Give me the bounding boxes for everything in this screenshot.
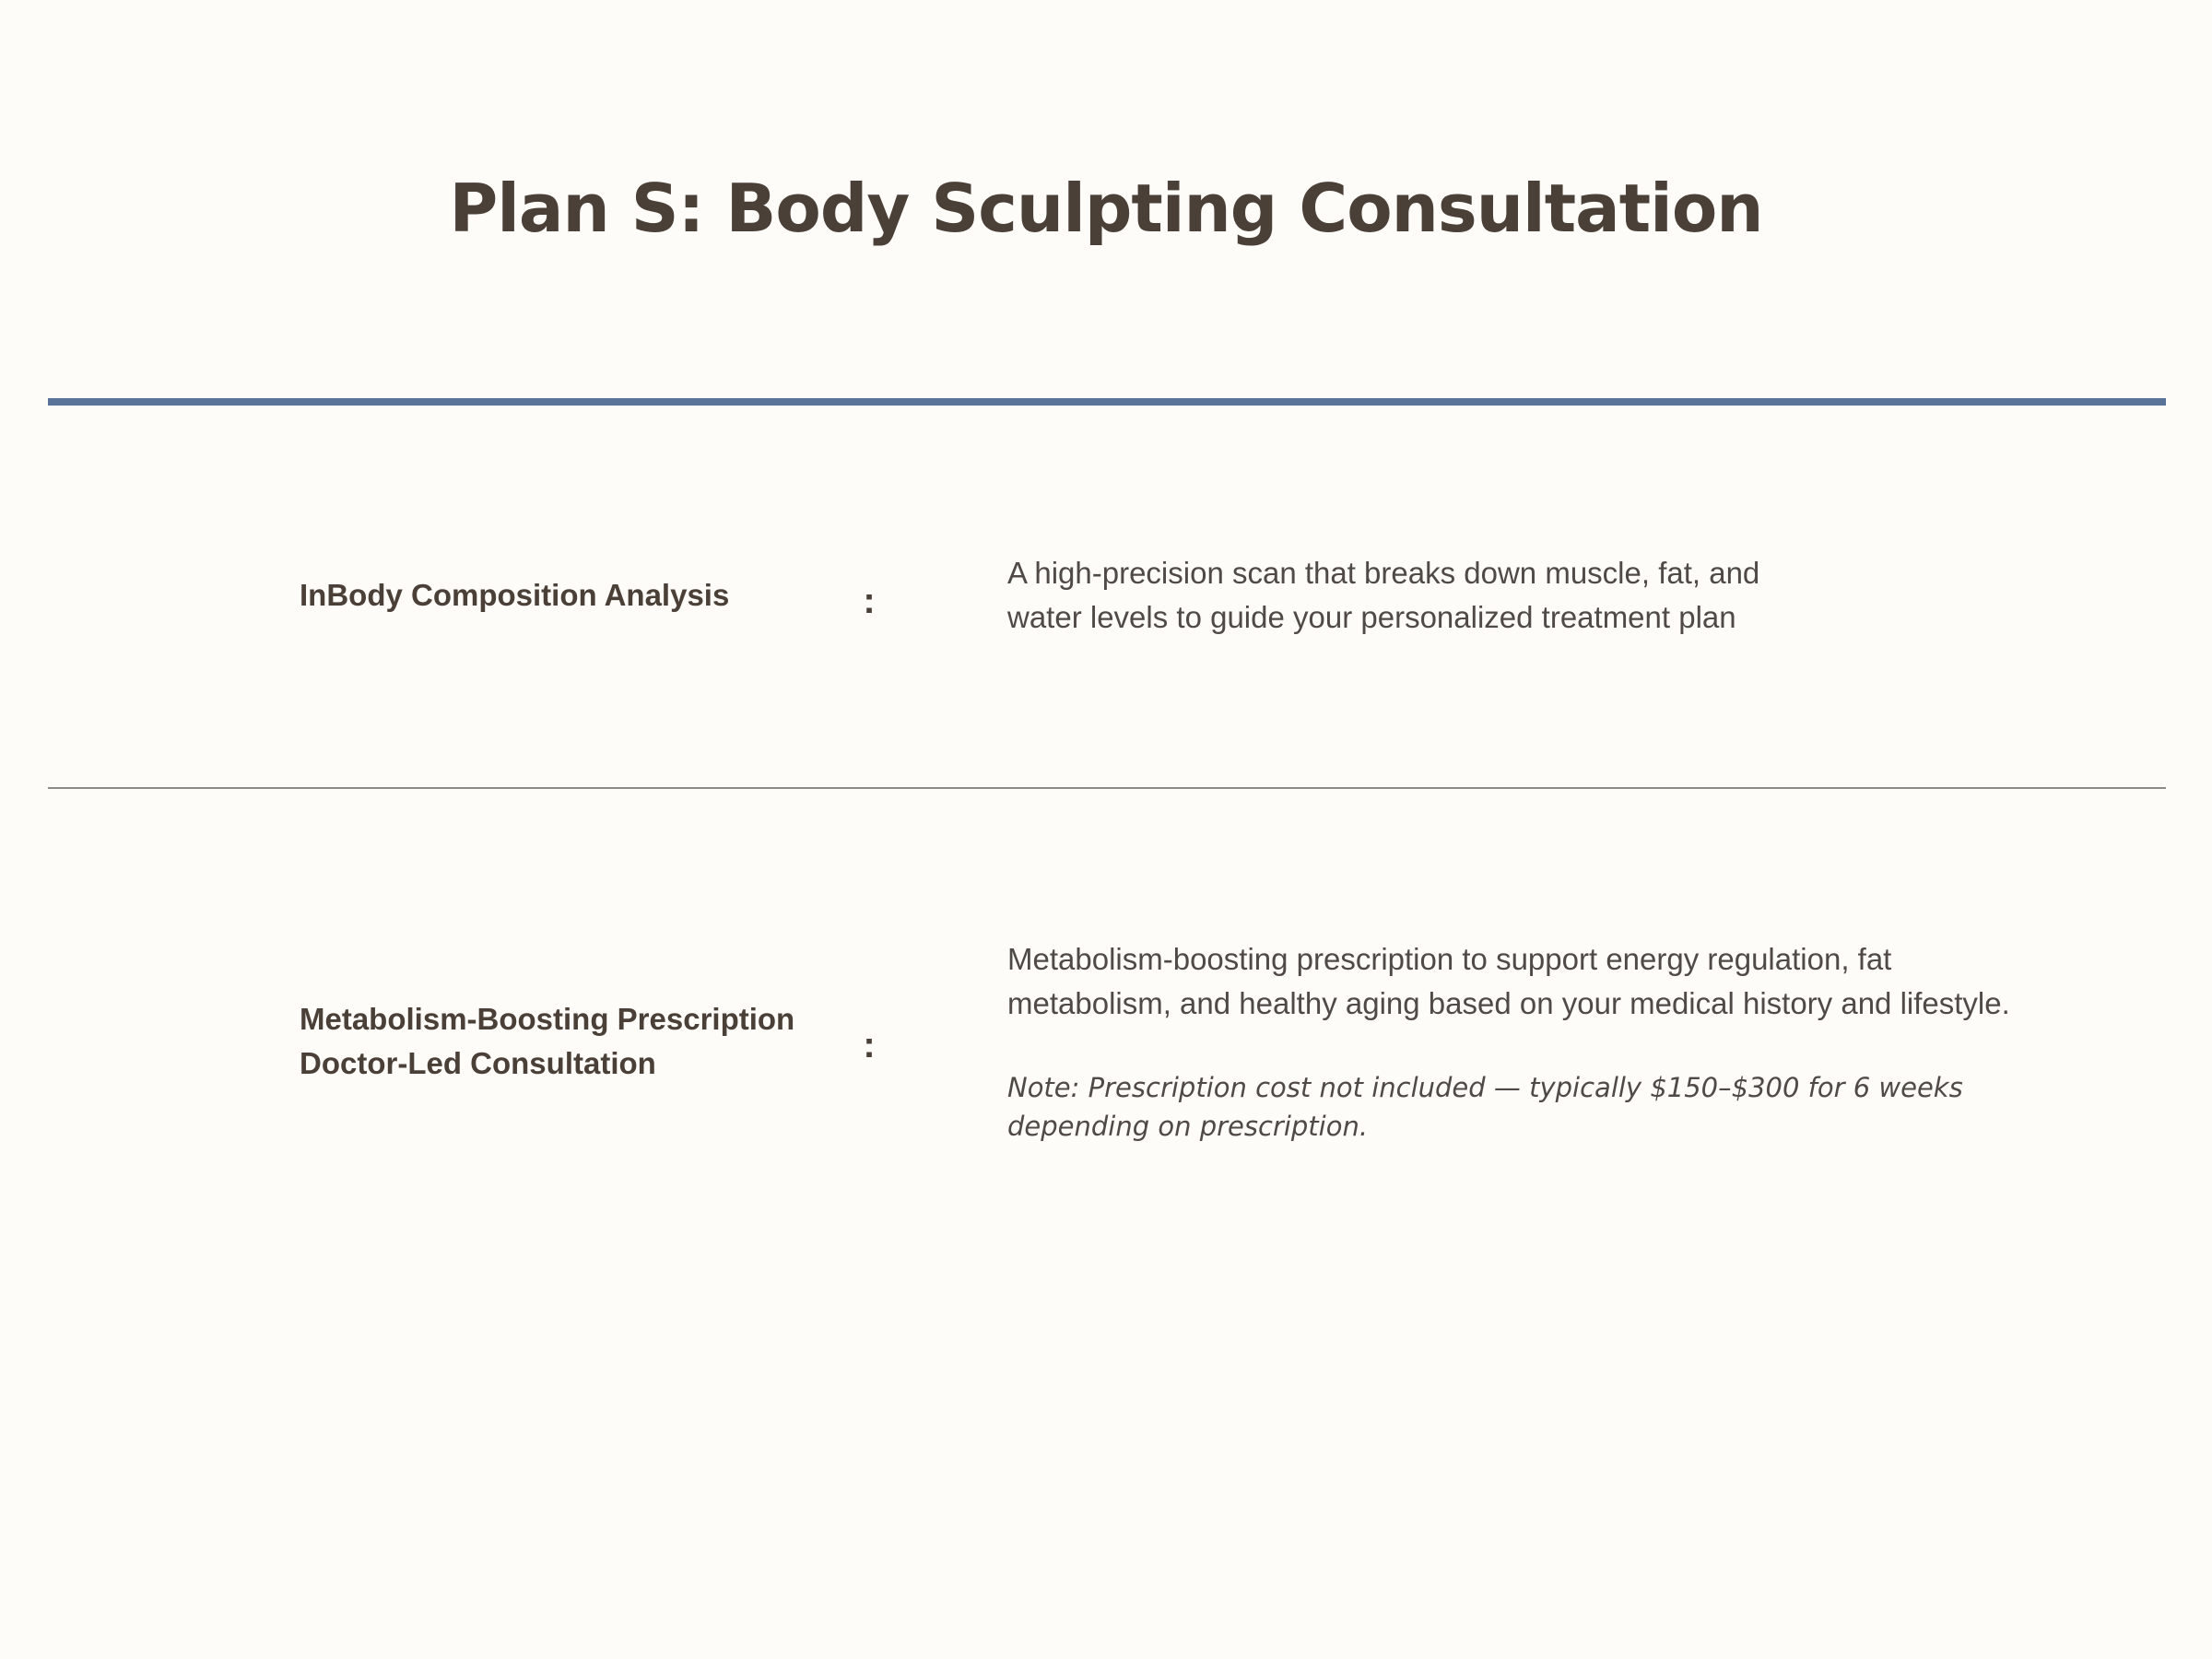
item-description-inbody (1007, 551, 1759, 640)
item-label-line: Doctor-Led Consultation (300, 1046, 656, 1080)
item-description-line: water levels to guide your personalized treatment plan (1007, 600, 1736, 634)
section-divider (48, 787, 2166, 789)
item-label-metabolism (300, 997, 816, 1086)
item-label-line: InBody Composition Analysis (300, 578, 730, 612)
item-separator: : (863, 1025, 876, 1065)
item-label-inbody (300, 573, 816, 618)
title-accent-rule (48, 398, 2166, 406)
item-description-line: A high-precision scan that breaks down muscle, fat, and (1007, 556, 1760, 590)
item-separator: : (863, 581, 876, 621)
item-label-line: Metabolism-Boosting Prescription (300, 1002, 795, 1036)
note-line: depending on prescription. (1007, 1111, 1369, 1142)
item-description-line: Metabolism-boosting prescription to support energy regulation, fat (1007, 942, 1892, 976)
page-title: Plan S: Body Sculpting Consultation (449, 170, 1763, 247)
prescription-cost-note (1007, 1068, 2003, 1146)
note-line: Note: Prescription cost not included — typically $150–$300 for 6 weeks (1007, 1072, 1963, 1103)
item-description-metabolism (1007, 937, 2010, 1026)
item-description-line: metabolism, and healthy aging based on your medical history and lifestyle. (1007, 986, 2010, 1020)
